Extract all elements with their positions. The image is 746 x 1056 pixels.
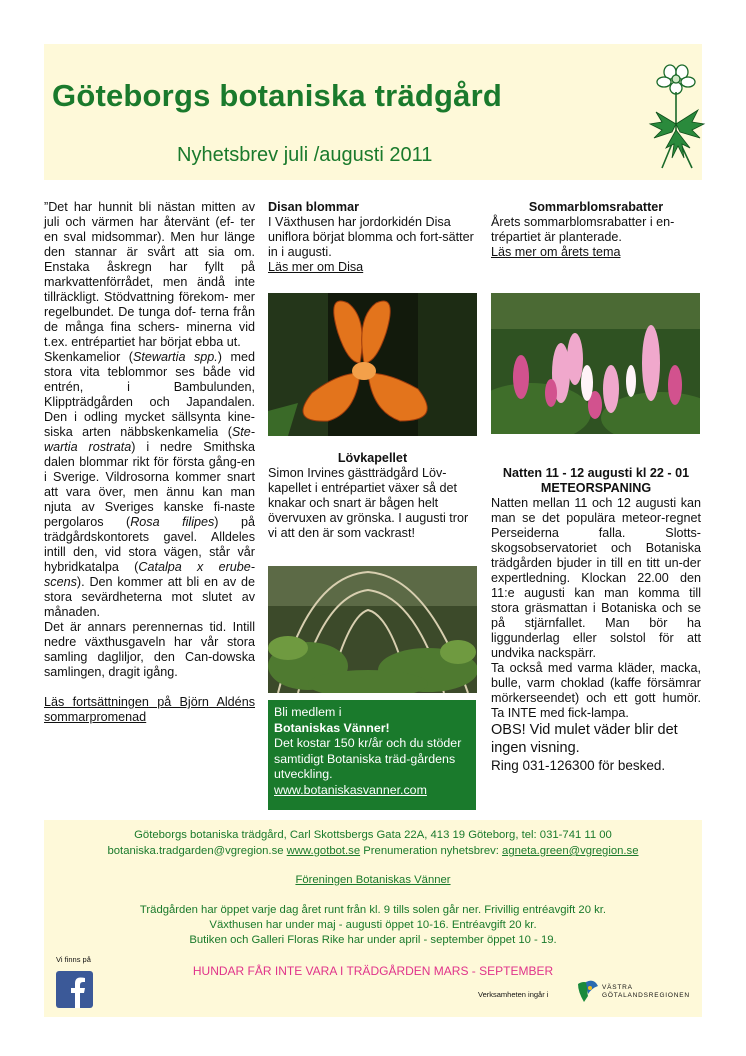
lovkapellet-heading: Lövkapellet xyxy=(337,451,408,465)
skenkamelior-paragraph: Skenkamelior (Stewartia spp.) med stora vita teblommor ses både vid entrén, i Bambulunden, Klippträdgården och Japandalen. Den i odling mycket sällsynta kine-siska arten näbbskenkamelia (Ste-wartia rostrata) i nedre Smithska dalen blommar rikt för första gång-en i Sverige. Vildrosorna kommer snart att vara över, men ännu kan man njuta av Sveriges kanske fi-naste pergolaros (Rosa filipes) på trädgårdskontorets gavel. Alldeles intill den, vid stora vägen, står vår hybridkatalpa (Catalpa x erube-scens). Den kommer att bli en av de stora sevärdheterna mot slutet av månaden. xyxy=(44,350,256,619)
meteor-obs: OBS! Vid mulet väder blir det ingen visning. xyxy=(491,722,678,756)
lovkapellet-photo xyxy=(268,566,477,693)
vgr-name-1: VÄSTRA xyxy=(602,984,633,991)
meteor-text-2: Ta också med varma kläder, macka, bulle, varm choklad (kaffe försämrar mörkerseendet) och ett gott humör. Ta INTE med fick-lampa. xyxy=(491,661,701,720)
membership-box xyxy=(268,700,476,810)
vgr-name-2: GÖTALANDSREGIONEN xyxy=(602,992,690,999)
subscribe-email-link[interactable]: agneta.green@vgregion.se xyxy=(502,845,639,857)
lovkapellet-text: Simon Irvines gästträdgård Löv-kapellet i entrépartiet växer så det knakar och snart är bågen helt övervuxen av grönska. I augusti tror vi att den är som vackrast! xyxy=(268,466,469,540)
social-label: Vi finns på xyxy=(56,955,91,964)
newsletter-header xyxy=(44,44,702,180)
website-link[interactable]: www.gotbot.se xyxy=(286,845,361,857)
anemone-flower-icon xyxy=(648,64,706,174)
intro-column xyxy=(44,200,255,725)
disa-link[interactable]: Läs mer om Disa xyxy=(268,260,364,274)
newsletter-subtitle: Nyhetsbrev juli /augusti 2011 xyxy=(177,144,433,166)
sommarblom-text: Årets sommarblomsrabatter i en-trépartiet är planterade. xyxy=(491,215,675,244)
member-club-name: Botaniskas Vänner! xyxy=(274,720,390,735)
opening-hours-greenhouse: Växthusen har under maj - augusti öppet 10-16. Entréavgift 20 kr. xyxy=(209,919,537,931)
footer-contact: botaniska.tradgarden@vgregion.se www.gotbot.se Prenumeration nyhetsbrev: agneta.green@vgregion.se xyxy=(107,845,639,857)
sommarblom-link[interactable]: Läs mer om årets tema xyxy=(491,245,621,259)
disa-text: I Växthusen har jordorkidén Disa uniflora börjat blomma och fort-sätter in i augusti. xyxy=(268,215,474,259)
forening-link[interactable]: Föreningen Botaniskas Vänner xyxy=(295,874,451,886)
meteor-text: Natten mellan 11 och 12 augusti kan man se det populära meteor-regnet Perseiderna falla. Slotts-skogsobservatoriet och Botaniska trädgården bjuder in till en titt un-der expertledning. Klockan 22.00 den 11:e augusti kan man komma till stora gräsmattan i Botaniska och se på stjärnfallet. Man bör ha liggunderlag eller solstol för att undvika nackspärr. xyxy=(491,496,701,660)
facebook-icon[interactable] xyxy=(56,971,93,1008)
opening-hours-garden: Trädgården har öppet varje dag året runt från kl. 9 tills solen går ner. Frivillig entréavgift 20 kr. xyxy=(139,904,607,916)
perenner-paragraph: Det är annars perennernas tid. Intill nedre växthusgaveln har vår stora samling dagliljor, den Can-dowska samlingen, dragit igång. xyxy=(44,620,255,679)
opening-hours-shop: Butiken och Galleri Floras Rike har under april - september öppet 10 - 19. xyxy=(189,934,557,946)
meteor-heading: METEORSPANING xyxy=(540,481,652,495)
dog-notice: HUNDAR FÅR INTE VARA I TRÄDGÅRDEN MARS - SEPTEMBER xyxy=(192,964,554,978)
middle-column xyxy=(268,200,477,275)
page-title: Göteborgs botaniska trädgård xyxy=(52,78,502,113)
disa-heading: Disan blommar xyxy=(268,200,359,214)
member-price-text: Det kostar 150 kr/år och du stöder samtidigt Botaniska träd-gårdens utveckling. xyxy=(274,736,462,781)
meteor-phone: Ring 031-126300 för besked. xyxy=(491,758,666,773)
intro-paragraph: ”Det har hunnit bli nästan mitten av juli och värmen har återvänt (ef- ter en sval midsommar). Men hur länge den stannar är svårt att sia om. Enstaka åskregn har fyllt på markvattenförrådet, men ändå inte tillräckligt. Stödvattning förekom- mer regelbundet. De tunga dof- terna från de många fina schers- minerna vid t.ex. entrépartiet har börjat ebba ut. xyxy=(44,200,256,349)
read-more-link[interactable]: Läs fortsättningen på Björn Aldéns sommarpromenad xyxy=(44,695,255,724)
footer xyxy=(44,820,702,1017)
lovkapellet-section xyxy=(268,451,477,541)
footer-address: Göteborgs botaniska trädgård, Carl Skottsbergs Gata 22A, 413 19 Göteborg, tel: 031-741 11 00 xyxy=(134,829,612,841)
sommarblom-heading: Sommarblomsrabatter xyxy=(528,200,664,214)
vgr-label: Verksamheten ingår i xyxy=(478,990,549,999)
member-website-link[interactable]: www.botaniskasvanner.com xyxy=(274,782,427,797)
disa-orchid-photo xyxy=(268,293,477,436)
snapdragon-flowers-photo xyxy=(491,293,700,434)
meteor-section xyxy=(491,466,701,775)
meteor-heading-time: Natten 11 - 12 augusti kl 22 - 01 xyxy=(502,466,690,480)
right-column xyxy=(491,200,701,260)
vgr-logo xyxy=(576,978,706,1013)
member-intro: Bli medlem i xyxy=(274,705,342,719)
